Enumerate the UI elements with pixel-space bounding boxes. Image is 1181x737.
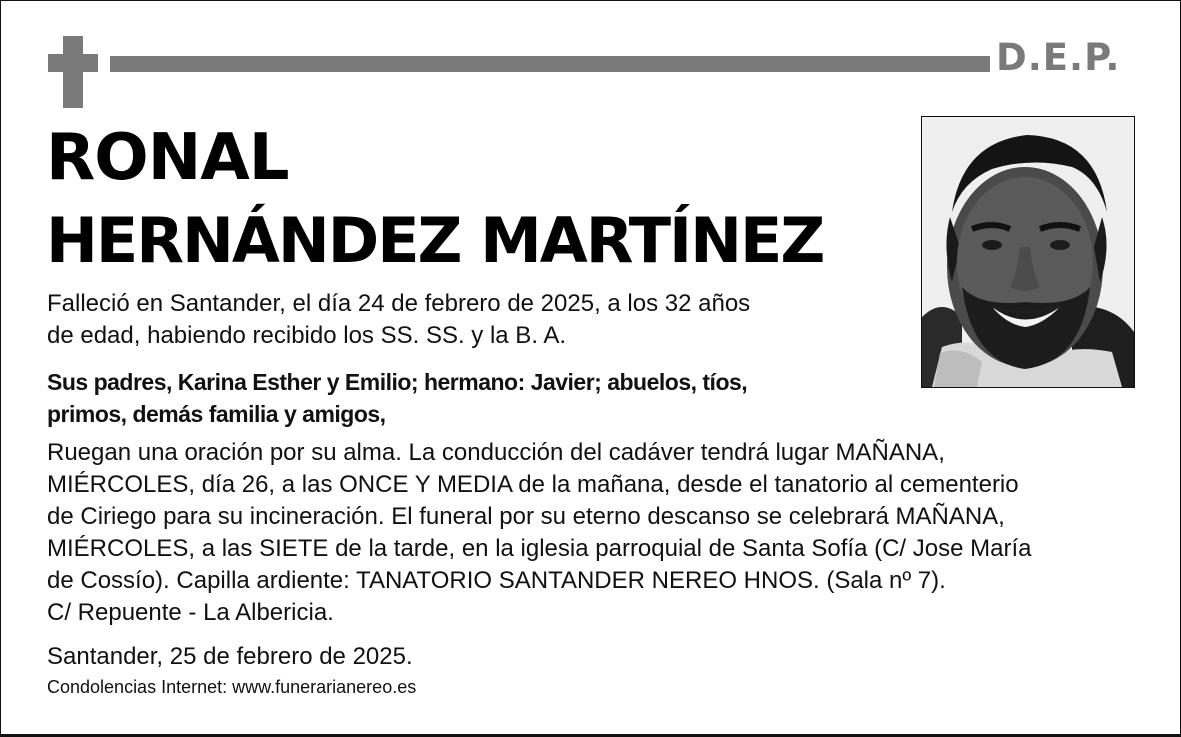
dep-label: D.E.P. <box>996 36 1121 79</box>
service-line: de Ciriego para su incineración. El funeral por su eterno descanso se celebrará MAÑANA, <box>47 503 1005 530</box>
death-notice-line1: Falleció en Santander, el día 24 de febrero de 2025, a los 32 años <box>47 290 751 317</box>
cross-vertical-bar <box>63 36 83 108</box>
family-line1: Sus padres, Karina Esther y Emilio; hermano: Javier; abuelos, tíos, <box>47 369 748 395</box>
service-line: de Cossío). Capilla ardiente: TANATORIO SANTANDER NEREO HNOS. (Sala nº 7). <box>47 567 946 594</box>
cross-icon <box>48 36 98 108</box>
service-line: C/ Repuente - La Albericia. <box>47 599 334 626</box>
service-line: MIÉRCOLES, día 26, a las ONCE Y MEDIA de la mañana, desde el tanatorio al cementerio <box>47 471 1019 498</box>
family-line2: primos, demás familia y amigos, <box>47 401 386 427</box>
place-date: Santander, 25 de febrero de 2025. <box>47 643 413 670</box>
deceased-name-line1: RONAL <box>46 121 289 195</box>
header-rule <box>110 56 990 72</box>
death-notice-line2: de edad, habiendo recibido los SS. SS. y la B. A. <box>47 322 566 349</box>
service-line: MIÉRCOLES, a las SIETE de la tarde, en la iglesia parroquial de Santa Sofía (C/ Jose María <box>47 535 1032 562</box>
service-line: Ruegan una oración por su alma. La conducción del cadáver tendrá lugar MAÑANA, <box>47 439 945 466</box>
deceased-name-line2: HERNÁNDEZ MARTÍNEZ <box>46 204 824 277</box>
condolences-line: Condolencias Internet: www.funerarianereo.es <box>47 677 417 697</box>
cross-horizontal-bar <box>48 54 98 72</box>
